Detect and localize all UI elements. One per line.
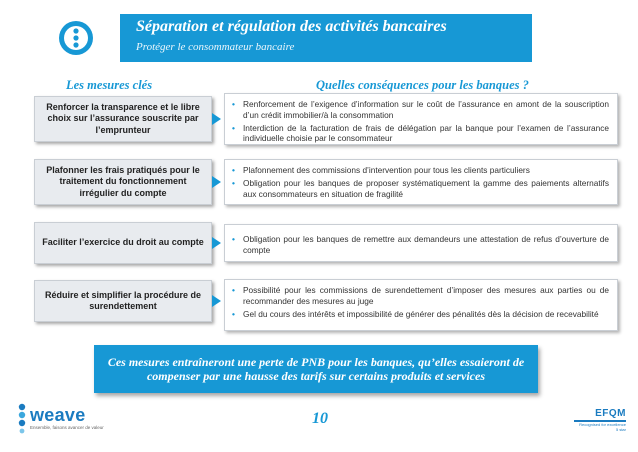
page-number: 10 bbox=[312, 410, 328, 427]
consequence-box-fees bbox=[224, 159, 618, 205]
efqm-name: EFQM bbox=[595, 408, 626, 419]
consequence-item: • Possibilité pour les commissions de surendettement d’imposer des mesures aux parties ou de recommander des mesures au juge bbox=[232, 285, 609, 306]
consequences-heading: Quelles conséquences pour les banques ? bbox=[316, 78, 529, 92]
consequence-item: • Interdiction de la facturation de frais de délégation par la banque pour l’examen de l’assurance individuelle choisie par le consommateur bbox=[232, 122, 609, 144]
efqm-badge bbox=[574, 408, 626, 433]
consequence-item: • Obligation pour les banques de remettre aux demandeurs une attestation de refus d’ouverture de compte bbox=[232, 234, 609, 255]
conclusion-banner: Ces mesures entraîneront une perte de PNB pour les banques, qu’elles essaieront de compenser par une hausse des tarifs sur certains produits et services bbox=[94, 345, 538, 393]
measure-box-fees: Plafonner les frais pratiqués pour le traitement du fonctionnement irrégulier du compte bbox=[34, 159, 212, 205]
arrow-right-icon bbox=[212, 237, 221, 249]
arrow-right-icon bbox=[212, 176, 221, 188]
page-title: Séparation et régulation des activités bancaires bbox=[136, 18, 447, 35]
consequence-item: • Plafonnement des commissions d’intervention pour tous les clients particuliers bbox=[232, 165, 530, 175]
measure-box-transparency: Renforcer la transparence et le libre choix sur l’assurance souscrite par l’emprunteur bbox=[34, 96, 212, 142]
consequence-item: • Gel du cours des intérêts et impossibilité de générer des pénalités dès la décision de recevabilité bbox=[232, 308, 599, 319]
page-subtitle: Protéger le consommateur bancaire bbox=[136, 41, 295, 53]
measure-box-overindebtedness: Réduire et simplifier la procédure de surendettement bbox=[34, 280, 212, 322]
blue-circle-dots-icon bbox=[57, 19, 95, 57]
consequence-box-overindebtedness bbox=[224, 279, 618, 331]
arrow-right-icon bbox=[212, 113, 221, 125]
arrow-right-icon bbox=[212, 295, 221, 307]
measures-heading: Les mesures clés bbox=[66, 78, 153, 92]
measure-box-account-right: Faciliter l’exercice du droit au compte bbox=[34, 222, 212, 264]
weave-tagline: Ensemble, faisons avancer de valeur bbox=[30, 425, 104, 430]
header-logo bbox=[46, 14, 106, 62]
consequence-box-transparency bbox=[224, 93, 618, 145]
efqm-tagline: Recognised for excellence bbox=[579, 422, 626, 427]
consequence-item: • Renforcement de l’exigence d’information sur le coût de l’assurance en amont de la souscription d’un crédit immobilier/à la consommation bbox=[232, 99, 609, 120]
weave-brand: weave bbox=[30, 405, 86, 425]
consequence-box-account-right bbox=[224, 224, 618, 262]
efqm-stars: 5 star bbox=[615, 426, 626, 432]
consequence-item: • Obligation pour les banques de proposer systématiquement la gamme des paiements alternatifs aux consommateurs en situation de fragilité bbox=[232, 177, 609, 199]
